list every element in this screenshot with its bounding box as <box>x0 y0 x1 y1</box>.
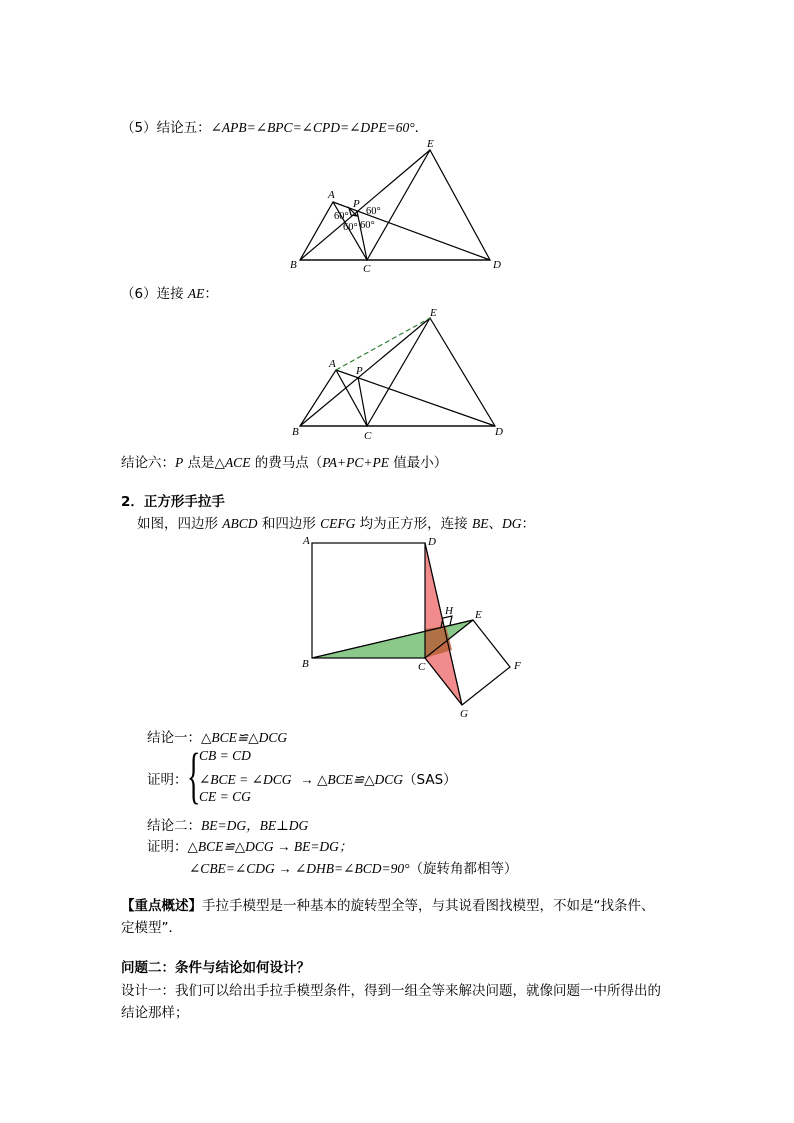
fig2-label-D: D <box>495 426 503 438</box>
section5-formula: ∠APB=∠BPC=∠CPD=∠DPE=60° <box>210 120 415 135</box>
design-line2: 结论那样； <box>121 1005 189 1021</box>
section5-line: （5）结论五：∠APB=∠BPC=∠CPD=∠DPE=60°． <box>121 120 429 136</box>
proof1-line3: CE = CG <box>199 789 251 804</box>
fig1-angle-1: 60° <box>334 211 349 222</box>
fig2-label-B: B <box>292 426 299 438</box>
fig1-label-E: E <box>427 138 434 150</box>
section-heading-2: 2．正方形手拉手 <box>121 494 225 510</box>
intro-line: 如图，四边形 ABCD 和四边形 CEFG 均为正方形，连接 BE、DG： <box>137 516 535 532</box>
conclusion2-line: 结论二：BE=DG，BE⊥DG <box>147 818 309 834</box>
fig2-label-P: P <box>356 365 363 377</box>
fig3-label-E: E <box>475 609 482 621</box>
conclusion6-line: 结论六：P 点是△ACE 的费马点（PA+PC+PE 值最小） <box>121 455 448 471</box>
fig1-label-D: D <box>493 259 501 271</box>
proof2-line1: 证明：△BCE≌△DCG → BE=DG； <box>147 839 353 855</box>
fig2-label-E: E <box>430 307 437 319</box>
fig3-label-G: G <box>460 708 468 720</box>
proof1-line2: ∠BCE = ∠DCG → △BCE≌△DCG（SAS） <box>199 772 457 788</box>
fig1-angle-3: 60° <box>343 222 358 233</box>
proof1-line1: CB = CD <box>199 748 251 763</box>
fig1-label-A: A <box>328 189 335 201</box>
section6-line: （6）连接 AE： <box>121 286 218 302</box>
fig3-label-H: H <box>445 605 453 617</box>
key-summary-line1: 【重点概述】手拉手模型是一种基本的旋转型全等，与其说看图找模型，不如是“找条件、 <box>121 898 655 914</box>
fig3-label-B: B <box>302 658 309 670</box>
question2-heading: 问题二：条件与结论如何设计？ <box>121 960 310 976</box>
fig3-label-C: C <box>418 661 426 673</box>
fig1-label-C: C <box>363 263 371 275</box>
key-summary-line2: 定模型”． <box>121 920 182 936</box>
fig1-label-B: B <box>290 259 297 271</box>
conclusion1-line: 结论一：△BCE≌△DCG <box>147 730 288 746</box>
fig2-label-C: C <box>364 430 372 442</box>
fig3-label-D: D <box>428 536 436 548</box>
fig3-label-F: F <box>514 660 521 672</box>
fig1-angle-4: 60° <box>360 220 375 231</box>
proof1-brace: { <box>187 742 201 810</box>
proof2-line2: ∠CBE=∠CDG → ∠DHB=∠BCD=90°（旋转角都相等） <box>189 861 518 877</box>
fig3-label-A: A <box>303 535 310 547</box>
fig1-angle-2: 60° <box>366 206 381 217</box>
proof1-label: 证明： <box>147 772 188 788</box>
fig1-label-P: P <box>353 198 360 210</box>
fig2-label-A: A <box>329 358 336 370</box>
design-line1: 设计一：我们可以给出手拉手模型条件，得到一组全等来解决问题，就像问题一中所得出的 <box>121 983 661 999</box>
